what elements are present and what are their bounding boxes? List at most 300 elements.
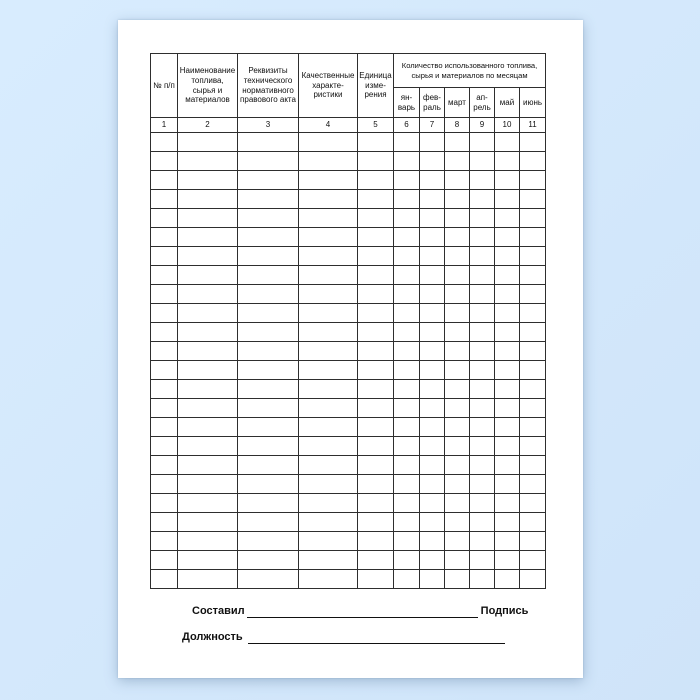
table-cell xyxy=(445,399,470,418)
table-cell xyxy=(299,570,358,589)
table-cell xyxy=(299,532,358,551)
col-header-unit: Единица изме-рения xyxy=(358,54,394,118)
table-cell xyxy=(238,323,299,342)
compiled-underline xyxy=(247,605,478,618)
table-cell xyxy=(420,266,445,285)
table-cell xyxy=(151,437,178,456)
table-cell xyxy=(445,247,470,266)
column-number: 8 xyxy=(445,118,470,133)
table-cell xyxy=(520,190,546,209)
table-cell xyxy=(238,475,299,494)
table-row xyxy=(151,342,546,361)
column-number: 7 xyxy=(420,118,445,133)
table-cell xyxy=(178,190,238,209)
table-cell xyxy=(299,228,358,247)
table-cell xyxy=(178,399,238,418)
table-cell xyxy=(151,171,178,190)
table-cell xyxy=(178,513,238,532)
table-cell xyxy=(178,361,238,380)
column-number: 2 xyxy=(178,118,238,133)
table-row xyxy=(151,209,546,228)
table-cell xyxy=(470,304,495,323)
table-cell xyxy=(358,266,394,285)
compiled-label: Составил xyxy=(192,605,245,617)
table-cell xyxy=(420,247,445,266)
table-row xyxy=(151,361,546,380)
table-cell xyxy=(299,133,358,152)
table-cell xyxy=(151,285,178,304)
table-row xyxy=(151,266,546,285)
table-cell xyxy=(394,380,420,399)
table-cell xyxy=(151,551,178,570)
table-cell xyxy=(420,323,445,342)
table-row xyxy=(151,323,546,342)
table-cell xyxy=(420,399,445,418)
table-cell xyxy=(470,551,495,570)
table-cell xyxy=(445,266,470,285)
table-cell xyxy=(151,266,178,285)
table-cell xyxy=(394,532,420,551)
table-row xyxy=(151,152,546,171)
table-cell xyxy=(238,266,299,285)
column-number: 10 xyxy=(495,118,520,133)
table-cell xyxy=(445,228,470,247)
table-cell xyxy=(495,323,520,342)
table-cell xyxy=(495,361,520,380)
table-cell xyxy=(520,418,546,437)
table-row xyxy=(151,437,546,456)
table-cell xyxy=(238,190,299,209)
table-row xyxy=(151,532,546,551)
table-cell xyxy=(238,532,299,551)
table-cell xyxy=(394,304,420,323)
table-cell xyxy=(495,266,520,285)
table-cell xyxy=(394,494,420,513)
table-cell xyxy=(495,551,520,570)
table-cell xyxy=(358,361,394,380)
table-cell xyxy=(495,152,520,171)
table-cell xyxy=(151,209,178,228)
table-cell xyxy=(394,171,420,190)
table-cell xyxy=(445,285,470,304)
table-cell xyxy=(420,304,445,323)
table-cell xyxy=(445,513,470,532)
table-cell xyxy=(420,152,445,171)
table-cell xyxy=(445,342,470,361)
table-cell xyxy=(299,380,358,399)
table-cell xyxy=(358,247,394,266)
table-cell xyxy=(520,399,546,418)
table-cell xyxy=(151,418,178,437)
table-cell xyxy=(495,475,520,494)
table-cell xyxy=(495,399,520,418)
table-cell xyxy=(420,551,445,570)
table-cell xyxy=(520,285,546,304)
table-cell xyxy=(394,285,420,304)
col-header-quality: Качественные характе-ристики xyxy=(299,54,358,118)
table-cell xyxy=(470,399,495,418)
table-cell xyxy=(238,418,299,437)
table-cell xyxy=(420,361,445,380)
table-cell xyxy=(394,266,420,285)
table-cell xyxy=(445,475,470,494)
table-cell xyxy=(445,323,470,342)
table-cell xyxy=(151,228,178,247)
column-number: 4 xyxy=(299,118,358,133)
document-page xyxy=(118,20,583,678)
table-cell xyxy=(394,551,420,570)
table-cell xyxy=(495,513,520,532)
table-cell xyxy=(358,399,394,418)
table-cell xyxy=(445,437,470,456)
table-cell xyxy=(495,456,520,475)
column-number: 6 xyxy=(394,118,420,133)
table-cell xyxy=(445,304,470,323)
table-cell xyxy=(151,190,178,209)
table-cell xyxy=(420,456,445,475)
table-cell xyxy=(299,266,358,285)
table-cell xyxy=(178,494,238,513)
table-row xyxy=(151,285,546,304)
table-cell xyxy=(470,228,495,247)
table-row xyxy=(151,304,546,323)
table-cell xyxy=(394,247,420,266)
table-cell xyxy=(238,456,299,475)
table-cell xyxy=(520,152,546,171)
table-cell xyxy=(238,494,299,513)
table-cell xyxy=(394,437,420,456)
table-cell xyxy=(238,247,299,266)
table-cell xyxy=(358,418,394,437)
table-cell xyxy=(520,133,546,152)
table-cell xyxy=(420,209,445,228)
table-cell xyxy=(394,152,420,171)
table-cell xyxy=(151,532,178,551)
month-header-march: март xyxy=(445,88,470,118)
table-cell xyxy=(470,266,495,285)
table-cell xyxy=(520,380,546,399)
table-cell xyxy=(394,456,420,475)
table-cell xyxy=(470,342,495,361)
table-cell xyxy=(358,190,394,209)
table-cell xyxy=(178,475,238,494)
column-number: 1 xyxy=(151,118,178,133)
table-row xyxy=(151,228,546,247)
table-cell xyxy=(470,570,495,589)
table-row xyxy=(151,475,546,494)
table-cell xyxy=(520,513,546,532)
table-cell xyxy=(299,323,358,342)
table-cell xyxy=(151,380,178,399)
column-number: 3 xyxy=(238,118,299,133)
table-cell xyxy=(151,399,178,418)
table-cell xyxy=(445,190,470,209)
signature-label: Подпись xyxy=(480,605,529,617)
table-cell xyxy=(178,304,238,323)
table-cell xyxy=(238,437,299,456)
table-cell xyxy=(420,475,445,494)
table-cell xyxy=(445,551,470,570)
table-cell xyxy=(520,570,546,589)
table-cell xyxy=(299,418,358,437)
table-cell xyxy=(358,342,394,361)
table-cell xyxy=(358,133,394,152)
table-cell xyxy=(470,171,495,190)
table-cell xyxy=(299,456,358,475)
table-cell xyxy=(238,399,299,418)
table-cell xyxy=(238,304,299,323)
table-cell xyxy=(178,532,238,551)
table-cell xyxy=(520,247,546,266)
table-cell xyxy=(178,342,238,361)
position-row xyxy=(182,631,505,644)
table-cell xyxy=(470,152,495,171)
table-cell xyxy=(238,171,299,190)
table-cell xyxy=(178,209,238,228)
table-cell xyxy=(420,532,445,551)
table-cell xyxy=(445,361,470,380)
table-cell xyxy=(238,285,299,304)
table-cell xyxy=(470,247,495,266)
position-label: Должность xyxy=(182,631,243,643)
table-cell xyxy=(520,456,546,475)
table-cell xyxy=(495,570,520,589)
column-number: 11 xyxy=(520,118,546,133)
table-cell xyxy=(238,152,299,171)
table-cell xyxy=(495,209,520,228)
table-cell xyxy=(420,133,445,152)
compiled-row xyxy=(192,605,528,618)
table-cell xyxy=(299,399,358,418)
table-cell xyxy=(495,437,520,456)
table-cell xyxy=(238,513,299,532)
table-cell xyxy=(358,475,394,494)
table-cell xyxy=(238,342,299,361)
table-cell xyxy=(299,437,358,456)
table-cell xyxy=(470,361,495,380)
table-cell xyxy=(299,304,358,323)
table-cell xyxy=(178,133,238,152)
table-row xyxy=(151,399,546,418)
table-cell xyxy=(178,570,238,589)
table-cell xyxy=(358,323,394,342)
col-header-npp: № п/п xyxy=(151,54,178,118)
table-cell xyxy=(470,456,495,475)
table-row xyxy=(151,418,546,437)
table-cell xyxy=(394,418,420,437)
table-cell xyxy=(495,285,520,304)
table-cell xyxy=(178,247,238,266)
table-cell xyxy=(520,228,546,247)
table-cell xyxy=(178,228,238,247)
table-cell xyxy=(520,475,546,494)
table-cell xyxy=(470,323,495,342)
table-cell xyxy=(358,513,394,532)
table-cell xyxy=(299,551,358,570)
table-cell xyxy=(394,342,420,361)
table-cell xyxy=(495,380,520,399)
table-row xyxy=(151,190,546,209)
table-cell xyxy=(358,228,394,247)
table-cell xyxy=(238,209,299,228)
table-cell xyxy=(178,437,238,456)
table-cell xyxy=(178,171,238,190)
table-cell xyxy=(520,209,546,228)
table-cell xyxy=(495,171,520,190)
month-header-january: ян-варь xyxy=(394,88,420,118)
table-cell xyxy=(394,133,420,152)
table-cell xyxy=(520,551,546,570)
table-cell xyxy=(151,152,178,171)
table-cell xyxy=(495,247,520,266)
table-cell xyxy=(358,285,394,304)
table-cell xyxy=(299,342,358,361)
table-cell xyxy=(445,209,470,228)
table-cell xyxy=(394,190,420,209)
table-cell xyxy=(358,437,394,456)
table-cell xyxy=(520,323,546,342)
table-cell xyxy=(394,475,420,494)
table-cell xyxy=(495,342,520,361)
table-cell xyxy=(445,494,470,513)
table-cell xyxy=(470,285,495,304)
table-cell xyxy=(520,171,546,190)
month-header-april: ап-рель xyxy=(470,88,495,118)
table-row xyxy=(151,551,546,570)
table-cell xyxy=(358,532,394,551)
table-cell xyxy=(420,418,445,437)
table-row xyxy=(151,247,546,266)
table-cell xyxy=(299,513,358,532)
table-cell xyxy=(299,190,358,209)
table-cell xyxy=(358,152,394,171)
table-cell xyxy=(470,532,495,551)
table-cell xyxy=(394,209,420,228)
table-cell xyxy=(151,513,178,532)
table-cell xyxy=(238,228,299,247)
month-header-june: июнь xyxy=(520,88,546,118)
table-cell xyxy=(394,399,420,418)
table-cell xyxy=(420,285,445,304)
table-cell xyxy=(178,323,238,342)
col-header-requisites: Реквизиты технического нормативного правового акта xyxy=(238,54,299,118)
table-cell xyxy=(445,171,470,190)
table-cell xyxy=(495,304,520,323)
table-cell xyxy=(470,494,495,513)
table-row xyxy=(151,456,546,475)
table-cell xyxy=(470,513,495,532)
table-cell xyxy=(445,570,470,589)
months-group-header: Количество использованного топлива, сырья и материалов по месяцам xyxy=(394,54,546,88)
table-cell xyxy=(358,380,394,399)
table-cell xyxy=(520,437,546,456)
table-cell xyxy=(420,342,445,361)
table-cell xyxy=(445,152,470,171)
table-cell xyxy=(238,551,299,570)
month-header-may: май xyxy=(495,88,520,118)
column-number: 5 xyxy=(358,118,394,133)
table-cell xyxy=(495,228,520,247)
header-row-main xyxy=(151,54,546,88)
table-cell xyxy=(178,380,238,399)
table-cell xyxy=(520,266,546,285)
table-cell xyxy=(445,380,470,399)
column-number-row xyxy=(151,118,546,133)
table-cell xyxy=(394,228,420,247)
table-cell xyxy=(178,418,238,437)
table-cell xyxy=(520,342,546,361)
table-cell xyxy=(299,285,358,304)
table-cell xyxy=(520,361,546,380)
table-row xyxy=(151,494,546,513)
table-cell xyxy=(420,190,445,209)
table-cell xyxy=(358,570,394,589)
table-cell xyxy=(358,171,394,190)
table-cell xyxy=(178,266,238,285)
table-cell xyxy=(178,456,238,475)
table-cell xyxy=(178,152,238,171)
table-row xyxy=(151,570,546,589)
table-cell xyxy=(299,247,358,266)
table-cell xyxy=(358,304,394,323)
fuel-usage-table xyxy=(150,53,546,589)
table-cell xyxy=(445,532,470,551)
table-cell xyxy=(394,570,420,589)
table-cell xyxy=(299,209,358,228)
table-cell xyxy=(238,361,299,380)
table-cell xyxy=(151,475,178,494)
table-cell xyxy=(238,570,299,589)
table-cell xyxy=(420,437,445,456)
table-cell xyxy=(151,361,178,380)
table-cell xyxy=(495,133,520,152)
table-cell xyxy=(178,285,238,304)
table-cell xyxy=(445,456,470,475)
table-cell xyxy=(358,494,394,513)
table-cell xyxy=(151,133,178,152)
table-cell xyxy=(299,475,358,494)
table-cell xyxy=(238,380,299,399)
table-cell xyxy=(495,418,520,437)
table-cell xyxy=(445,133,470,152)
table-cell xyxy=(470,133,495,152)
table-cell xyxy=(420,171,445,190)
table-cell xyxy=(151,456,178,475)
table-cell xyxy=(394,361,420,380)
table-cell xyxy=(445,418,470,437)
column-number: 9 xyxy=(470,118,495,133)
table-cell xyxy=(394,323,420,342)
table-cell xyxy=(358,209,394,228)
table-row xyxy=(151,380,546,399)
table-cell xyxy=(178,551,238,570)
table-cell xyxy=(495,532,520,551)
table-cell xyxy=(299,361,358,380)
table-cell xyxy=(358,456,394,475)
table-cell xyxy=(299,171,358,190)
table-cell xyxy=(151,304,178,323)
table-cell xyxy=(420,570,445,589)
table-cell xyxy=(495,190,520,209)
table-cell xyxy=(151,494,178,513)
table-cell xyxy=(520,304,546,323)
month-header-february: фев-раль xyxy=(420,88,445,118)
table-cell xyxy=(470,475,495,494)
table-cell xyxy=(470,190,495,209)
table-row xyxy=(151,513,546,532)
table-row xyxy=(151,171,546,190)
table-cell xyxy=(420,494,445,513)
